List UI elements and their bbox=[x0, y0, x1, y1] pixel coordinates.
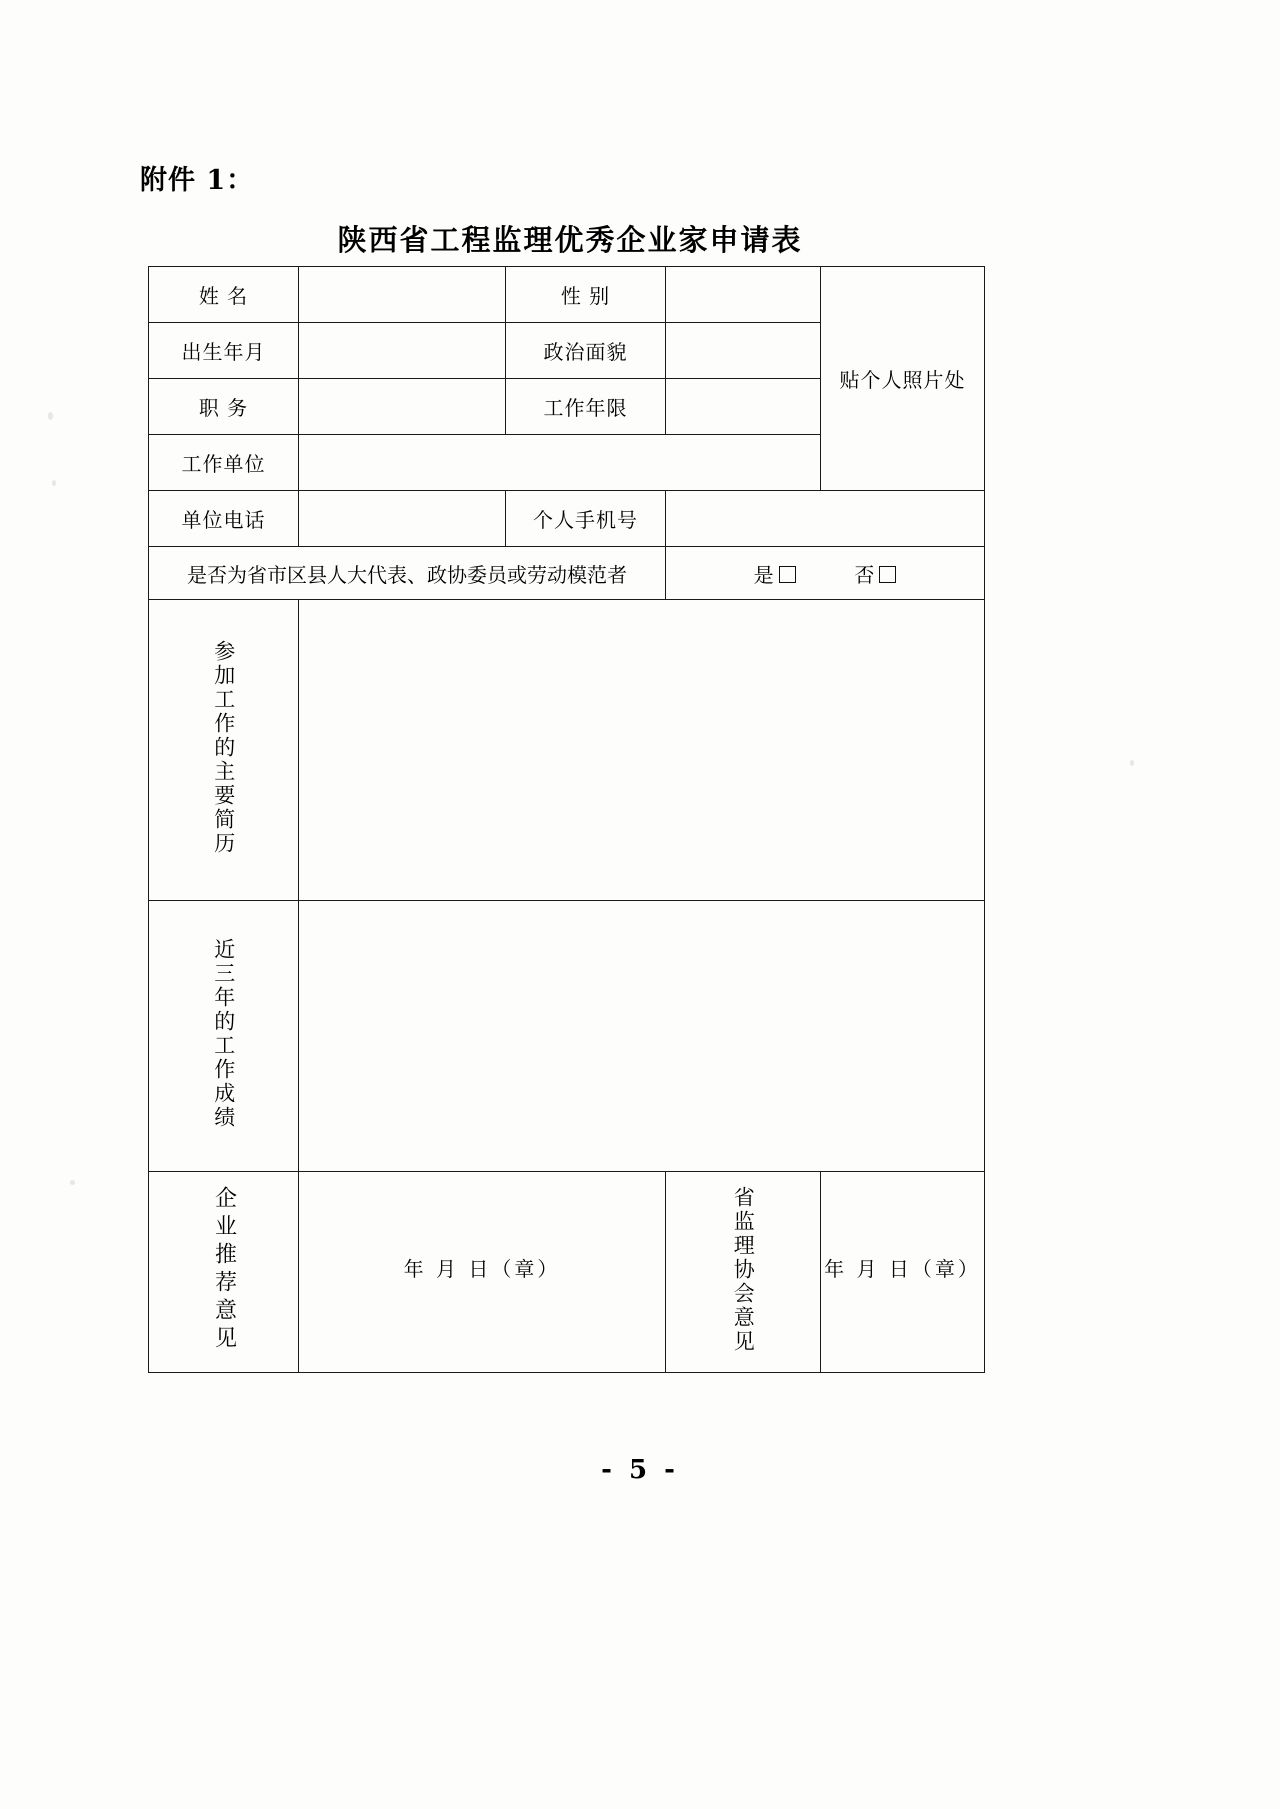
field-position[interactable] bbox=[299, 379, 506, 435]
application-form-table bbox=[148, 266, 985, 1373]
enterprise-signature-line: 年 月 日（章） bbox=[403, 1256, 561, 1281]
checkbox-no-label: 否 bbox=[854, 562, 876, 587]
label-name: 姓 名 bbox=[149, 267, 299, 323]
checkbox-yes[interactable] bbox=[754, 559, 796, 588]
field-gender[interactable] bbox=[666, 267, 821, 323]
label-unit-phone: 单位电话 bbox=[149, 491, 299, 547]
label-association-opinion-text: 省监理协会意见 bbox=[731, 1185, 756, 1354]
attachment-label: 附件 1： bbox=[140, 165, 255, 196]
checkbox-box-icon[interactable] bbox=[879, 566, 896, 583]
field-recent-performance[interactable] bbox=[299, 901, 985, 1172]
photo-placeholder[interactable]: 贴个人照片处 bbox=[821, 267, 985, 491]
page-title: 陕西省工程监理优秀企业家申请表 bbox=[337, 223, 803, 257]
field-unit-phone[interactable] bbox=[299, 491, 506, 547]
representative-answer-cell[interactable] bbox=[666, 547, 985, 600]
field-political-status[interactable] bbox=[666, 323, 821, 379]
table-row bbox=[149, 547, 985, 600]
field-name[interactable] bbox=[299, 267, 506, 323]
label-gender: 性 别 bbox=[506, 267, 666, 323]
scan-speck bbox=[52, 480, 56, 486]
table-row bbox=[149, 491, 985, 547]
field-birth[interactable] bbox=[299, 323, 506, 379]
label-representative-question: 是否为省市区县人大代表、政协委员或劳动模范者 bbox=[149, 547, 666, 600]
label-resume bbox=[149, 600, 299, 901]
table-row bbox=[149, 600, 985, 901]
field-enterprise-opinion[interactable] bbox=[299, 1172, 666, 1373]
table-row bbox=[149, 901, 985, 1172]
label-enterprise-opinion bbox=[149, 1172, 299, 1373]
field-resume[interactable] bbox=[299, 600, 985, 901]
label-work-unit: 工作单位 bbox=[149, 435, 299, 491]
field-work-unit[interactable] bbox=[299, 435, 821, 491]
label-political-status: 政治面貌 bbox=[506, 323, 666, 379]
checkbox-yes-label: 是 bbox=[753, 562, 775, 587]
label-resume-text: 参加工作的主要简历 bbox=[211, 639, 236, 856]
label-birth: 出生年月 bbox=[149, 323, 299, 379]
label-mobile: 个人手机号 bbox=[506, 491, 666, 547]
label-recent-performance bbox=[149, 901, 299, 1172]
field-work-years[interactable] bbox=[666, 379, 821, 435]
scan-speck bbox=[1130, 760, 1134, 766]
page-number: - 5 - bbox=[601, 1455, 679, 1485]
label-position: 职 务 bbox=[149, 379, 299, 435]
label-work-years: 工作年限 bbox=[506, 379, 666, 435]
field-mobile[interactable] bbox=[666, 491, 985, 547]
table-row bbox=[149, 267, 985, 323]
label-recent-performance-text: 近三年的工作成绩 bbox=[211, 937, 236, 1130]
checkbox-box-icon[interactable] bbox=[779, 566, 796, 583]
field-association-opinion[interactable] bbox=[821, 1172, 985, 1373]
association-signature-line: 年 月 日（章） bbox=[824, 1256, 981, 1281]
scan-speck bbox=[70, 1180, 75, 1185]
scan-speck bbox=[48, 412, 53, 420]
label-association-opinion bbox=[666, 1172, 821, 1373]
checkbox-no[interactable] bbox=[854, 559, 896, 588]
label-enterprise-opinion-text: 企业推荐意见 bbox=[211, 1185, 237, 1354]
table-row bbox=[149, 1172, 985, 1373]
